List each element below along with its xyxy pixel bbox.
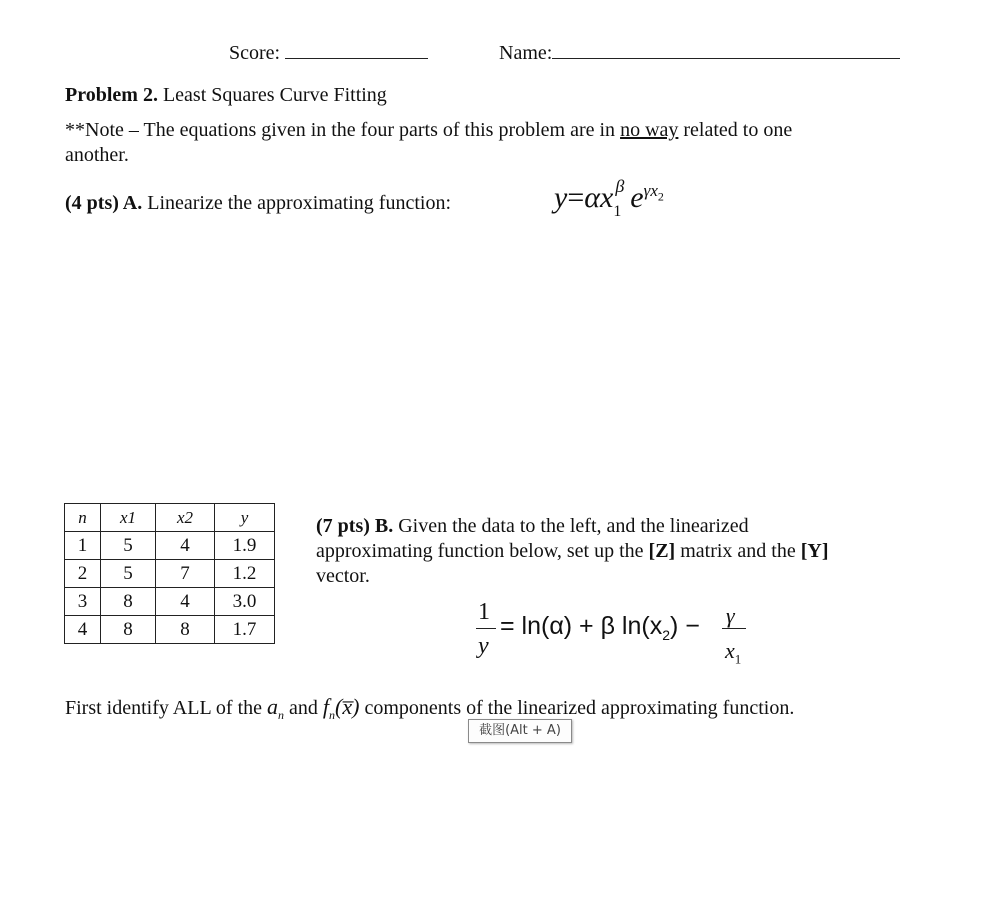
part-b-points: (7 pts) B. <box>316 515 394 537</box>
part-a-text: Linearize the approximating function: <box>147 192 452 214</box>
identify-a: a <box>267 694 279 719</box>
table-row <box>65 616 275 644</box>
eq-b-x1 <box>725 638 741 667</box>
header-x1: x1 <box>101 504 156 532</box>
eq-a-equals: = <box>567 181 585 214</box>
eq-b-rhs-main: = ln(α) + β ln(x <box>500 612 663 640</box>
eq-b-rhs-close: ) − <box>670 612 700 640</box>
part-a-prompt <box>65 192 451 215</box>
eq-a-beta: β <box>615 176 625 196</box>
part-b-text-1: Given the data to the left, and the linearized <box>398 515 749 537</box>
identify-and: and <box>284 697 323 719</box>
y-vector-label: [Y] <box>800 540 829 562</box>
cell-x2: 4 <box>156 588 215 616</box>
identify-text-a: First identify ALL of the <box>65 697 268 719</box>
problem-number: Problem 2. <box>65 84 158 106</box>
note-line-2: another. <box>65 144 129 166</box>
eq-b-x1-var: x <box>725 638 735 663</box>
cell-n: 2 <box>65 560 101 588</box>
note-suffix: related to one <box>678 119 793 141</box>
eq-a-y: y <box>554 181 568 214</box>
eq-a-x-sub: 1 <box>613 203 622 220</box>
eq-a-e: e <box>630 181 644 214</box>
eq-b-denominator: y <box>478 633 489 659</box>
table-row <box>65 560 275 588</box>
eq-b-gamma: γ <box>726 603 735 628</box>
note-line-1 <box>65 119 792 142</box>
score-field <box>229 42 428 65</box>
part-b-text-2b: matrix and the <box>675 540 801 562</box>
identify-line <box>65 694 794 723</box>
cell-x2: 8 <box>156 616 215 644</box>
cell-x1: 5 <box>101 532 156 560</box>
cell-y: 3.0 <box>215 588 275 616</box>
part-b-text-2a: approximating function below, set up the <box>316 540 649 562</box>
eq-b-x2-sub: 2 <box>662 627 671 643</box>
table-header-row <box>65 504 275 532</box>
cell-x2: 7 <box>156 560 215 588</box>
eq-b-rhs <box>500 612 700 643</box>
cell-n: 1 <box>65 532 101 560</box>
eq-b-x1-sub: 1 <box>734 651 742 667</box>
cell-n: 3 <box>65 588 101 616</box>
header-n: n <box>65 504 101 532</box>
score-blank <box>285 56 428 59</box>
eq-a-x: x <box>600 181 614 214</box>
cell-x1: 5 <box>101 560 156 588</box>
part-a-points: (4 pts) A. <box>65 192 143 214</box>
identify-xbar: (x̅) <box>335 694 360 719</box>
name-blank <box>552 56 900 59</box>
data-table <box>64 503 275 644</box>
eq-a-gamma-sub: 2 <box>657 189 664 204</box>
part-b-line-1 <box>316 515 749 538</box>
table-row <box>65 588 275 616</box>
part-a-equation <box>554 176 664 220</box>
z-matrix-label: [Z] <box>648 540 676 562</box>
header-y: y <box>215 504 275 532</box>
part-b-line-3: vector. <box>316 565 370 587</box>
screenshot-tooltip: 截图(Alt + A) <box>468 719 572 743</box>
identify-f-sub: n <box>329 708 336 722</box>
identify-text-b: components of the linearized approximating function. <box>359 697 795 719</box>
eq-b-fraction-bar <box>476 628 496 629</box>
eq-a-gamma-x: γx <box>643 181 658 200</box>
identify-f: f <box>322 694 330 719</box>
cell-y: 1.2 <box>215 560 275 588</box>
score-label: Score: <box>229 42 281 64</box>
problem-title <box>65 84 387 107</box>
cell-x1: 8 <box>101 616 156 644</box>
name-field <box>499 42 900 65</box>
eq-b-numerator: 1 <box>478 599 490 625</box>
cell-y: 1.9 <box>215 532 275 560</box>
cell-y: 1.7 <box>215 616 275 644</box>
table-row <box>65 532 275 560</box>
eq-a-alpha: α <box>584 181 600 214</box>
cell-x2: 4 <box>156 532 215 560</box>
eq-b-gamma-bar <box>722 628 746 629</box>
note-emphasis: no way <box>620 119 679 141</box>
cell-n: 4 <box>65 616 101 644</box>
header-x2: x2 <box>156 504 215 532</box>
note-prefix: **Note – The equations given in the four parts of this problem are in <box>65 119 621 141</box>
identify-a-sub: n <box>278 708 285 722</box>
problem-name: Least Squares Curve Fitting <box>162 84 387 106</box>
part-b-line-2 <box>316 540 829 563</box>
cell-x1: 8 <box>101 588 156 616</box>
name-label: Name: <box>499 42 553 64</box>
